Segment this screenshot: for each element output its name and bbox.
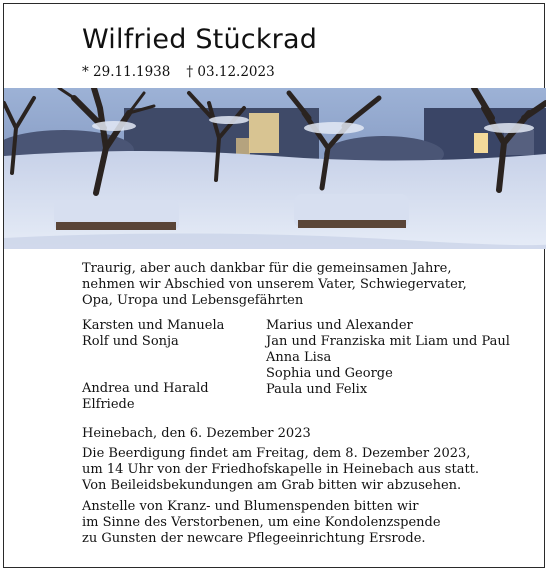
family-member: Andrea und Harald: [82, 381, 209, 396]
family-member: Karsten und Manuela: [82, 318, 225, 333]
death-date: † 03.12.2023: [186, 64, 275, 80]
winter-garden-photo: [4, 88, 546, 249]
donation-line: im Sinne des Verstorbenen, um eine Kondolenzspende: [82, 515, 441, 530]
funeral-line: Von Beileidsbekundungen am Grab bitten wir abzusehen.: [82, 478, 462, 493]
family-member: Jan und Franziska mit Liam und Paul: [266, 334, 510, 349]
funeral-info: [82, 446, 479, 494]
deceased-name: Wilfried Stückrad: [82, 24, 318, 55]
intro-line: Traurig, aber auch dankbar für die gemeinsamen Jahre,: [82, 261, 452, 276]
family-member: Elfriede: [82, 397, 135, 412]
intro-text: [82, 261, 467, 309]
donation-line: Anstelle von Kranz- und Blumenspenden bitten wir: [82, 499, 419, 514]
family-list-left-2: [82, 381, 209, 413]
intro-line: Opa, Uropa und Lebensgefährten: [82, 293, 304, 308]
funeral-line: Die Beerdigung findet am Freitag, dem 8. Dezember 2023,: [82, 446, 471, 461]
funeral-line: um 14 Uhr von der Friedhofskapelle in Heinebach aus statt.: [82, 462, 480, 477]
donation-line: zu Gunsten der newcare Pflegeeinrichtung Ersrode.: [82, 531, 426, 546]
donation-info: [82, 499, 441, 547]
family-member: Anna Lisa: [266, 350, 332, 365]
family-member: Sophia und George: [266, 366, 393, 381]
intro-line: nehmen wir Abschied von unserem Vater, Schwiegervater,: [82, 277, 467, 292]
life-dates: [82, 64, 275, 80]
family-member: Marius und Alexander: [266, 318, 413, 333]
birth-date: * 29.11.1938: [82, 64, 171, 80]
family-member: Rolf und Sonja: [82, 334, 179, 349]
family-list-right: [266, 318, 510, 398]
family-member: Paula und Felix: [266, 382, 368, 397]
family-list-left-1: [82, 318, 224, 350]
place-date: Heinebach, den 6. Dezember 2023: [82, 426, 311, 441]
